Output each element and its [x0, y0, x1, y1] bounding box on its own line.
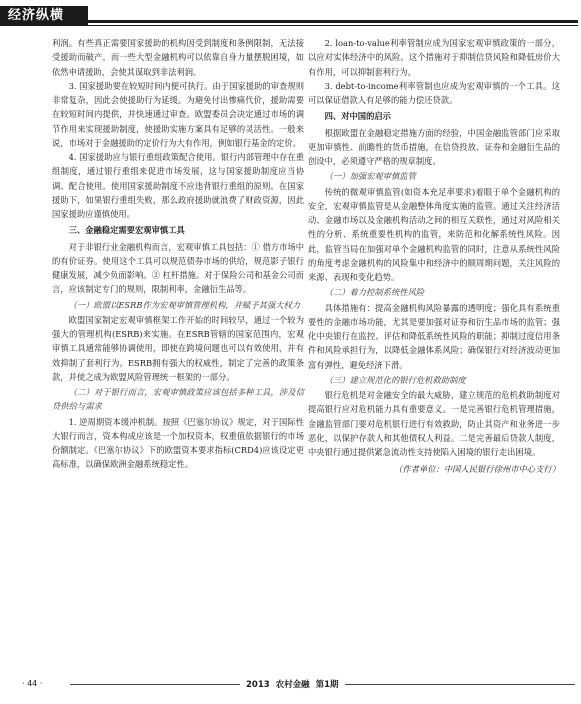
page-footer	[0, 676, 581, 696]
paragraph: 4. 国家援助应与银行重组政策配合使用。银行内部管理中存在重组制度，通过银行重组来促进市场发展，这与国家援助制度应当协调、配合使用。使用国家援助制度不应违背银行重组的原则。在国家援助下，如果银行重组失败，那么政府援助就浪费了财政资源，因此国家援助应谨慎使用。	[52, 152, 304, 219]
paragraph: 2. loan-to-value利率管制应成为国家宏观审慎政策的一部分，以应对实体经济中的风险。这个措施对于抑制信贷风险和降低房价大有作用，可以抑制套利行为。	[308, 38, 560, 77]
page-number: · 44 ·	[22, 679, 43, 688]
subsection-heading: （一）加强宏观审慎监管	[324, 171, 416, 182]
journal-year: 2013	[246, 680, 270, 690]
footer-rule-left	[70, 684, 240, 685]
paragraph-continued: 利润。有些真正需要国家援助的机构因受到制度和条例限制，无法接受援助而破产。而一些大型金融机构可以依靠自身力量摆脱困境，如依然申请援助，会使其谋取到非法利润。	[52, 38, 304, 77]
paragraph: 1. 逆周期资本缓冲机制。按照《巴塞尔协议》规定，对于国际性大银行而言，资本构成应该是一个加权资本，权重值依据银行的市场份额制定。《巴塞尔协议》下的欧盟资本要求指标(CRD4)应该设定更高标准，以确保欧洲金融系统稳定性。	[52, 416, 304, 470]
paragraph: 3. debt-to-income利率管制也应成为宏观审慎的一个工具。这可以保证借款人有足够的能力偿还贷款。	[308, 80, 560, 105]
subsection-heading: （二）着力控制系统性风险	[324, 287, 425, 298]
paragraph: 欧盟国家制定宏观审慎框架工作开始的时间较早，通过一个较为强大的管理机构(ESRB)来实施。在ESRB管辖的国家范围内，宏观审慎工具通常能够协调使用，即使在跨境问题也可以有效使用，并有效抑制了套利行为。ESRB拥有强大的权威性，制定了完善的政策条款，并使之成为欧盟风险管理统一框架的一部分。	[52, 314, 304, 382]
footer-rule-right	[345, 684, 575, 685]
subsection-heading: （一）欧盟以ESRB作为宏观审慎管理机构，并赋予其强大权力	[68, 299, 301, 310]
paragraph: 根据欧盟在金融稳定措施方面的经验，中国金融监管部门应采取更加审慎性、前瞻性的货币措施，在信贷投放、证券和金融衍生品的创设中，必须遵守严格的规章制度。	[308, 127, 560, 166]
section-title: 经济纵横	[0, 6, 88, 26]
journal-name: 农村金融	[275, 680, 310, 690]
paragraph: 传统的微观审慎监管(如资本充足率要求)着眼于单个金融机构的安全，宏观审慎监管是从金融整体角度实施的监管。通过关注经济活动、金融市场以及金融机构活动之间的相互关联性，通过对风险相关性的分析、系统重要性机构的监管，来防范和化解系统性风险。因此，监管当局在加强对单个金融机构监管的同时，注意从系统性风险的角度考虑金融机构的风险集中和经济中的顺周期问题，关注风险的来源、表现和变化趋势。	[308, 186, 560, 282]
paragraph: 3. 国家援助要在较短时间内便可执行。由于国家援助的审查规则非常复杂，因此会使援助行为延缓。为避免付出惨痛代价，援助需要在较短时间内提供，并快速通过审查。欧盟委员会决定通过市场的调节作用来实现援助制度，使援助实施方案具有足够的灵活性。一般来说，市场对于金融援助的定价行为大有作用，例如银行基金的定价。	[52, 80, 304, 148]
paragraph: 银行危机是对金融安全的最大威胁，建立规范的危机救助制度对提高银行应对危机能力具有重要意义。一是完善银行危机管理措施，金融监管部门要对危机银行进行有效救助，防止其资产和业务进一步恶化，以保护存款人和其他债权人利益。二是完善最后贷款人制度，中央银行通过提供紧急流动性支持使陷入困境的银行走出困境。	[308, 390, 560, 457]
section-header	[0, 0, 581, 28]
section-heading: 四、对中国的启示	[324, 111, 391, 122]
section-heading: 三、金融稳定需要宏观审慎工具	[68, 225, 185, 236]
paragraph: 对于非银行业金融机构而言，宏观审慎工具包括：① 借方市场中的有价证券。使用这个工具可以规范债券市场的供给，规范影子银行健康发展，减少负面影响。② 杠杆措施。对于保险公司和基金公司而言，应该制定专门的规则，限制利率，金融衍生品等。	[52, 241, 304, 295]
paragraph: 具体措施有：提高金融机构风险暴露的透明度；强化具有系统重要性的金融市场功能，尤其是要加强对证券和衍生品市场的监管；强化中央银行在监控、评估和降低系统性风险的职能；抑制过度信用条件和风险承担行为，以降低金融体系风险；确保银行对经济波动更加富有弹性，避免经济下滑。	[308, 302, 560, 370]
journal-issue: 第1期	[315, 680, 339, 690]
header-rule	[88, 20, 578, 23]
subsection-heading: （二）对于银行而言，宏观审慎政策应该包括多种工具，涉及信贷供给与需求	[52, 387, 304, 412]
author-affiliation: （作者单位：中国人民银行徐州市中心支行）	[394, 464, 560, 475]
subsection-heading: （三）建立规范化的银行危机救助制度	[324, 374, 466, 385]
right-text-column	[308, 36, 560, 477]
left-text-column	[52, 36, 304, 472]
header-rule-thin	[88, 25, 578, 26]
journal-info	[246, 678, 342, 690]
